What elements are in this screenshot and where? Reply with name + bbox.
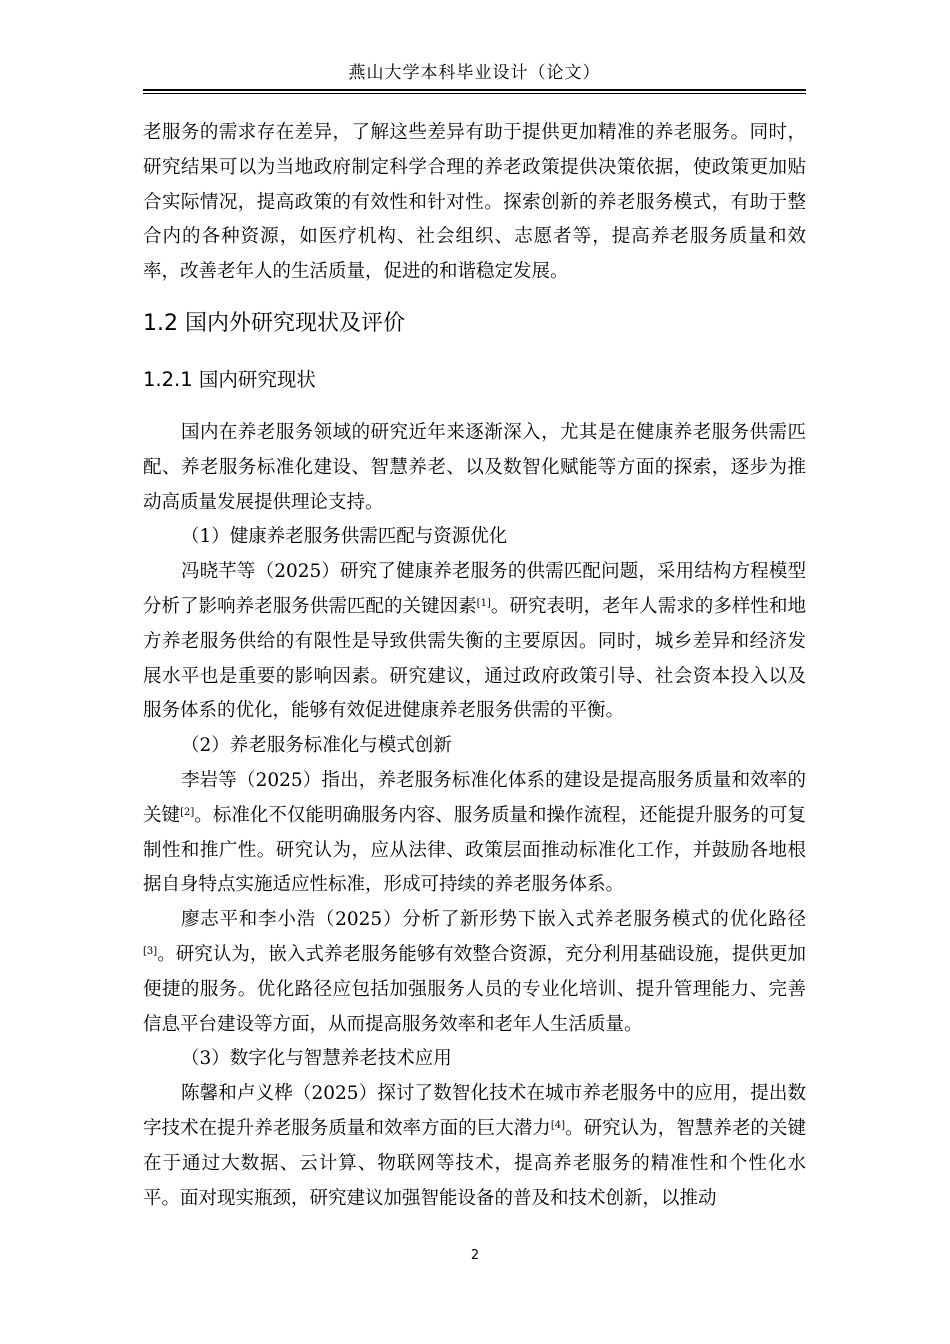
paragraph-continued: 老服务的需求存在差异，了解这些差异有助于提供更加精准的养老服务。同时，研究结果可以为当地政府制定科学合理的养老政策提供决策依据，使政策更加贴合实际情况，提高政策的有效性和针对性。探索创新的养老服务模式，有助于整合内的各种资源，如医疗机构、社会组织、志愿者等，提高养老服务质量和效率，改善老年人的生活质量，促进的和谐稳定发展。: [143, 122, 806, 283]
paragraph-digital: 陈馨和卢义桦（2025）探讨了数智化技术在城市养老服务中的应用，提出数字技术在提升养老服务质量和效率方面的巨大潜力[4]。研究认为，智慧养老的关键在于通过大数据、云计算、物联网等技术，提高养老服务的精准性和个性化水平。面对现实瓶颈，研究建议加强智能设备的普及和技术创新，以推动: [143, 1083, 806, 1209]
paragraph-standardization: 李岩等（2025）指出，养老服务标准化体系的建设是提高服务质量和效率的关键[2]。标准化不仅能明确服务内容、服务质量和操作流程，还能提升服务的可复制性和推广性。研究认为，应从法律、政策层面推动标准化工作，并鼓励各地根据自身特点实施适应性标准，形成可持续的养老服务体系。: [143, 769, 806, 896]
subsection-heading: 1.2.1 国内研究现状: [143, 367, 316, 391]
page-header: 燕山大学本科毕业设计（论文）: [348, 63, 601, 83]
header-rule-thin: [143, 93, 806, 94]
paragraph-supply-demand: 冯晓芊等（2025）研究了健康养老服务的供需匹配问题，采用结构方程模型分析了影响养老服务供需匹配的关键因素[1]。研究表明，老年人需求的多样性和地方养老服务供给的有限性是导致供需失衡的主要原因。同时，城乡差异和经济发展水平也是重要的影响因素。研究建议，通过政府政策引导、社会资本投入以及服务体系的优化，能够有效促进健康养老服务供需的平衡。: [143, 561, 806, 722]
citation-2: [2]: [180, 806, 195, 818]
citation-1: [1]: [476, 597, 491, 609]
subtopic-1-heading: （1）健康养老服务供需匹配与资源优化: [181, 526, 508, 548]
paragraph-intro: 国内在养老服务领域的研究近年来逐渐深入，尤其是在健康养老服务供需匹配、养老服务标准化建设、智慧养老、以及数智化赋能等方面的探索，逐步为推动高质量发展提供理论支持。: [143, 421, 806, 513]
citation-3: [3]: [143, 945, 158, 957]
section-heading: 1.2 国内外研究现状及评价: [143, 310, 405, 336]
header-rule-thick: [143, 89, 806, 91]
citation-4: [4]: [550, 1119, 565, 1131]
subtopic-2-heading: （2）养老服务标准化与模式创新: [181, 735, 452, 757]
paragraph-embedded-model: 廖志平和李小浩（2025）分析了新形势下嵌入式养老服务模式的优化路径[3]。研究认为，嵌入式养老服务能够有效整合资源，充分利用基础设施，提供更加便捷的服务。优化路径应包括加强服务人员的专业化培训、提升管理能力、完善信息平台建设等方面，从而提高服务效率和老年人生活质量。: [143, 909, 806, 1035]
subtopic-3-heading: （3）数字化与智慧养老技术应用: [181, 1048, 452, 1070]
page-body: [143, 116, 806, 1216]
page-number: 2: [470, 1248, 480, 1263]
